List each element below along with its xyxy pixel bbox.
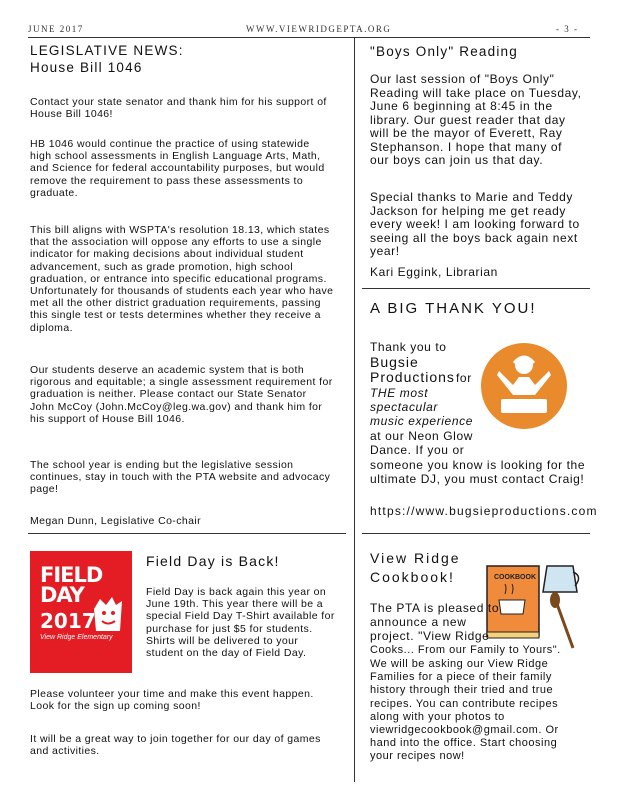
company-name: Bugsie: [370, 354, 419, 370]
field-day-p1: Field Day is back again this year on June 19th. This year there will be a special Field Day T-Shirt available for purchase for just $5 for students. Shirts will be delivered to your student on the day of Field Day.: [146, 586, 335, 660]
cookbook-icon: [485, 556, 585, 654]
field-day-title: Field Day is Back!: [146, 553, 280, 569]
column-divider: [354, 37, 355, 782]
page-header: [28, 24, 588, 36]
cookbook-title: View Ridge Cookbook!: [370, 550, 461, 585]
field-day-p2: Please volunteer your time and make this event happen. Look for the sign up coming soon!: [30, 688, 314, 713]
thank-you-bottom-rule: [362, 533, 590, 534]
site-url[interactable]: WWW.VIEWRIDGEPTA.ORG: [246, 24, 392, 34]
field-day-logo: FIELD DAY 2017 View Ridge Elementary: [30, 551, 132, 673]
boys-only-bottom-rule: [362, 288, 590, 289]
legislative-p3: This bill aligns with WSPTA's resolution 18.13, which states that the association will oppose any efforts to use a single indicator for making decisions about individual student advancement, such as grade promotion, high school graduation, or entrance into specific educational programs. Unfortunately for thousands of students each year who have met all the other district graduation requirements, passing this single test or tests determines whether they receive a diploma.: [30, 224, 334, 334]
legislative-p5: The school year is ending but the legislative session continues, stay in touch with the PTA website and advocacy page!: [30, 459, 331, 496]
legislative-bottom-rule: [28, 533, 346, 534]
dj-logo-icon: [479, 341, 569, 431]
legislative-signature: Megan Dunn, Legislative Co-chair: [30, 515, 201, 527]
thank-you-title: A BIG THANK YOU!: [370, 300, 537, 317]
legislative-p4: Our students deserve an academic system that is both rigorous and equitable; a single assessment requirement for graduation is neither. Please contact our State Senator John McCoy (John.McCoy@leg.wa.gov) and thank him for his support of House Bill 1046.: [30, 364, 333, 425]
field-day-p3: It will be a great way to join together for our day of games and activities.: [30, 733, 321, 758]
legislative-title: LEGISLATIVE NEWS: House Bill 1046: [30, 43, 184, 75]
boys-only-p1: Our last session of "Boys Only" Reading will take place on Tuesday, June 6 beginning at 8:45 in the library. Our guest reader that day will be the mayor of Everett, Ray Stephanson. I hope that many of our boys can join us that day.: [370, 72, 582, 167]
header-rule: [28, 37, 590, 38]
boys-only-p2: Special thanks to Marie and Teddy Jackson for helping me get ready every week! I am looking forward to seeing all the boys back again next year!: [370, 190, 580, 258]
bugsie-url[interactable]: https://www.bugsieproductions.com: [370, 504, 598, 518]
issue-date: JUNE 2017: [28, 24, 84, 34]
boys-only-signature: Kari Eggink, Librarian: [370, 265, 498, 279]
cookbook-label: COOKBOOK: [494, 574, 536, 581]
page-number: - 3 -: [556, 24, 579, 34]
legislative-p1: Contact your state senator and thank him for his support of House Bill 1046!: [30, 96, 327, 121]
legislative-p2: HB 1046 would continue the practice of using statewide high school assessments in English Language Arts, Math, and Science for federal accountability purposes, but would remove the requirement to pass these assessments to graduate.: [30, 138, 325, 199]
boys-only-title: "Boys Only" Reading: [370, 44, 518, 59]
cookbook-body: We will be asking our View Ridge Families for a piece of their family history through their tried and true recipes. You can contribute recipes along with your photos to viewridgecookbook@gmail.com. Or hand into the office. Start choosing your recipes now!: [370, 658, 559, 763]
